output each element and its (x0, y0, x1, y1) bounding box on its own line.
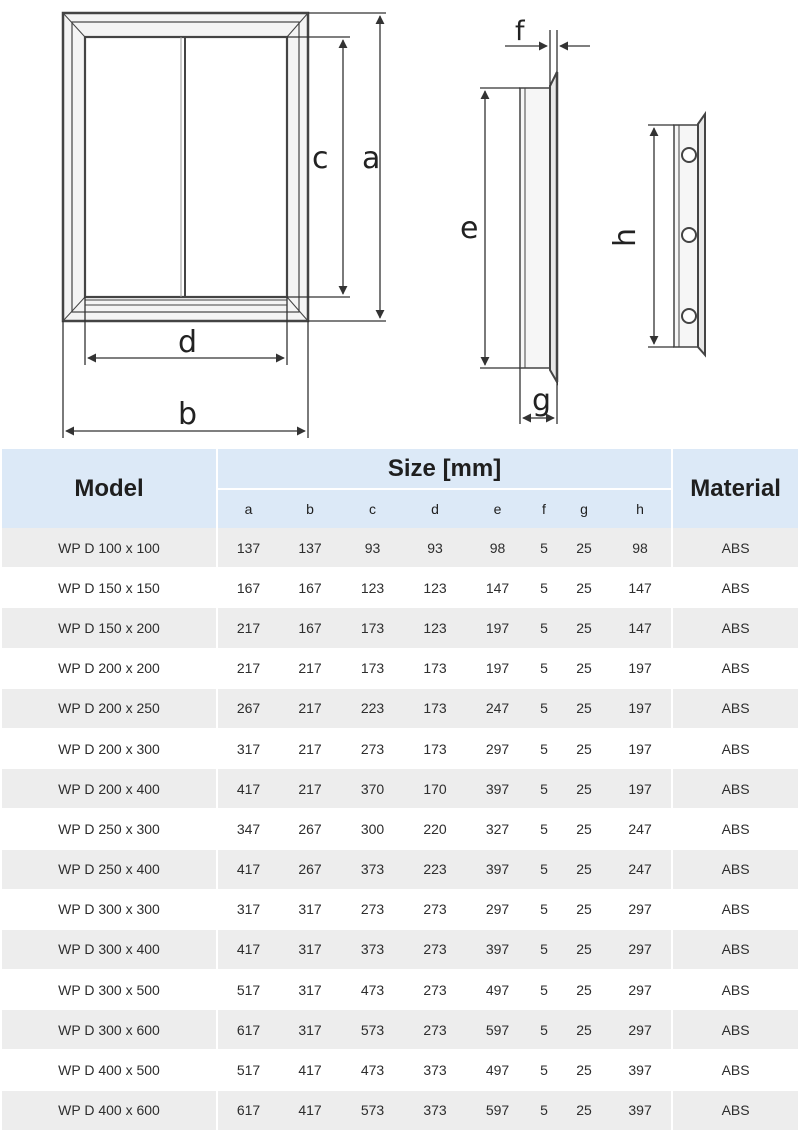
model-cell: WP D 300 x 600 (2, 1010, 217, 1050)
model-cell: WP D 400 x 500 (2, 1050, 217, 1090)
dim-cell-h: 297 (609, 889, 672, 929)
header-model: Model (2, 449, 217, 528)
table-row (2, 688, 798, 728)
table-row (2, 648, 798, 688)
dim-cell-f: 5 (529, 929, 559, 969)
dim-cell-g: 25 (559, 688, 609, 728)
dim-cell-c: 123 (341, 568, 404, 608)
dim-cell-f: 5 (529, 970, 559, 1010)
dim-cell-c: 300 (341, 809, 404, 849)
model-cell: WP D 200 x 300 (2, 728, 217, 768)
dim-cell-g: 25 (559, 889, 609, 929)
dim-label-a: a (362, 141, 381, 176)
dim-cell-h: 397 (609, 1050, 672, 1090)
dim-cell-c: 173 (341, 608, 404, 648)
dim-cell-b: 317 (279, 1010, 341, 1050)
model-cell: WP D 300 x 400 (2, 929, 217, 969)
dim-cell-h: 397 (609, 1090, 672, 1130)
table-row (2, 1010, 798, 1050)
dim-cell-g: 25 (559, 1010, 609, 1050)
model-cell: WP D 150 x 200 (2, 608, 217, 648)
dim-cell-b: 267 (279, 809, 341, 849)
dim-cell-f: 5 (529, 568, 559, 608)
dim-cell-a: 137 (217, 528, 279, 568)
table-row (2, 849, 798, 889)
dim-cell-f: 5 (529, 1050, 559, 1090)
dim-cell-d: 220 (404, 809, 466, 849)
spec-table (2, 449, 798, 1131)
dim-cell-g: 25 (559, 568, 609, 608)
material-cell: ABS (672, 970, 798, 1010)
dim-cell-a: 417 (217, 849, 279, 889)
header-dim: b (279, 489, 341, 528)
dim-cell-e: 397 (466, 849, 529, 889)
dim-label-c: c (312, 141, 329, 176)
dim-cell-g: 25 (559, 1050, 609, 1090)
dim-cell-f: 5 (529, 528, 559, 568)
dim-cell-b: 137 (279, 528, 341, 568)
dim-cell-c: 373 (341, 849, 404, 889)
dim-cell-c: 573 (341, 1010, 404, 1050)
dim-label-h: h (608, 227, 643, 247)
header-dim: d (404, 489, 466, 528)
dim-cell-f: 5 (529, 608, 559, 648)
dim-cell-a: 217 (217, 648, 279, 688)
dim-cell-g: 25 (559, 528, 609, 568)
dim-cell-f: 5 (529, 648, 559, 688)
dim-cell-h: 98 (609, 528, 672, 568)
model-cell: WP D 150 x 150 (2, 568, 217, 608)
model-cell: WP D 300 x 300 (2, 889, 217, 929)
dim-cell-h: 197 (609, 688, 672, 728)
table-body (2, 528, 798, 1130)
dim-cell-a: 517 (217, 970, 279, 1010)
table-row (2, 929, 798, 969)
dim-cell-c: 473 (341, 1050, 404, 1090)
material-cell: ABS (672, 1050, 798, 1090)
dim-cell-e: 397 (466, 929, 529, 969)
dim-cell-d: 273 (404, 1010, 466, 1050)
material-cell: ABS (672, 608, 798, 648)
dim-cell-d: 373 (404, 1090, 466, 1130)
dim-cell-b: 417 (279, 1050, 341, 1090)
dim-cell-a: 347 (217, 809, 279, 849)
dim-cell-a: 317 (217, 889, 279, 929)
dim-cell-b: 267 (279, 849, 341, 889)
dim-label-f: f (515, 16, 525, 47)
dim-cell-h: 147 (609, 608, 672, 648)
material-cell: ABS (672, 769, 798, 809)
dim-cell-d: 123 (404, 608, 466, 648)
dim-cell-b: 317 (279, 970, 341, 1010)
material-cell: ABS (672, 688, 798, 728)
dim-cell-a: 417 (217, 769, 279, 809)
dim-cell-c: 173 (341, 648, 404, 688)
table-row (2, 728, 798, 768)
dim-cell-d: 173 (404, 688, 466, 728)
dim-cell-d: 123 (404, 568, 466, 608)
dim-cell-c: 370 (341, 769, 404, 809)
model-cell: WP D 200 x 200 (2, 648, 217, 688)
dim-label-e: e (460, 211, 479, 246)
model-cell: WP D 400 x 600 (2, 1090, 217, 1130)
dim-cell-g: 25 (559, 929, 609, 969)
dim-cell-d: 170 (404, 769, 466, 809)
dim-cell-f: 5 (529, 769, 559, 809)
model-cell: WP D 200 x 400 (2, 769, 217, 809)
dim-cell-a: 167 (217, 568, 279, 608)
dim-cell-g: 25 (559, 970, 609, 1010)
dim-cell-d: 173 (404, 648, 466, 688)
dim-cell-e: 497 (466, 970, 529, 1010)
dim-label-d: d (178, 325, 198, 360)
dim-cell-e: 297 (466, 889, 529, 929)
table-row (2, 889, 798, 929)
dim-cell-d: 223 (404, 849, 466, 889)
dim-cell-f: 5 (529, 1010, 559, 1050)
dim-label-g: g (532, 383, 552, 418)
dim-cell-f: 5 (529, 809, 559, 849)
dim-cell-a: 317 (217, 728, 279, 768)
header-dim: g (559, 489, 609, 528)
table-row (2, 809, 798, 849)
material-cell: ABS (672, 1090, 798, 1130)
dim-cell-h: 147 (609, 568, 672, 608)
dim-cell-c: 223 (341, 688, 404, 728)
material-cell: ABS (672, 728, 798, 768)
dim-cell-b: 217 (279, 648, 341, 688)
table-row (2, 528, 798, 568)
dim-cell-b: 217 (279, 728, 341, 768)
dim-cell-b: 317 (279, 929, 341, 969)
material-cell: ABS (672, 1010, 798, 1050)
dim-cell-d: 173 (404, 728, 466, 768)
dim-cell-g: 25 (559, 648, 609, 688)
dim-cell-f: 5 (529, 849, 559, 889)
header-material: Material (672, 449, 798, 528)
dim-cell-e: 147 (466, 568, 529, 608)
side-view (520, 72, 557, 382)
technical-drawing (0, 0, 800, 445)
dim-cell-d: 273 (404, 929, 466, 969)
dim-cell-h: 247 (609, 809, 672, 849)
header-dim: c (341, 489, 404, 528)
dim-cell-e: 397 (466, 769, 529, 809)
table-row (2, 970, 798, 1010)
material-cell: ABS (672, 929, 798, 969)
dim-cell-e: 497 (466, 1050, 529, 1090)
dim-cell-f: 5 (529, 1090, 559, 1130)
dim-cell-b: 217 (279, 688, 341, 728)
table-row (2, 769, 798, 809)
dim-cell-c: 473 (341, 970, 404, 1010)
material-cell: ABS (672, 889, 798, 929)
dim-cell-b: 417 (279, 1090, 341, 1130)
header-dim: h (609, 489, 672, 528)
dim-cell-a: 517 (217, 1050, 279, 1090)
dim-cell-c: 273 (341, 728, 404, 768)
model-cell: WP D 100 x 100 (2, 528, 217, 568)
dim-cell-e: 247 (466, 688, 529, 728)
dim-cell-e: 98 (466, 528, 529, 568)
front-view (63, 13, 308, 321)
dim-cell-e: 197 (466, 648, 529, 688)
model-cell: WP D 250 x 300 (2, 809, 217, 849)
table-row (2, 1090, 798, 1130)
dim-cell-a: 617 (217, 1090, 279, 1130)
dim-cell-g: 25 (559, 608, 609, 648)
dim-cell-b: 217 (279, 769, 341, 809)
header-size: Size [mm] (217, 449, 672, 489)
dim-cell-g: 25 (559, 728, 609, 768)
dim-cell-b: 167 (279, 608, 341, 648)
dim-cell-f: 5 (529, 728, 559, 768)
table-row (2, 1050, 798, 1090)
header-dim: a (217, 489, 279, 528)
dim-cell-h: 297 (609, 970, 672, 1010)
dim-cell-h: 247 (609, 849, 672, 889)
dim-cell-b: 317 (279, 889, 341, 929)
model-cell: WP D 200 x 250 (2, 688, 217, 728)
dim-cell-d: 373 (404, 1050, 466, 1090)
table-row (2, 568, 798, 608)
dim-cell-e: 297 (466, 728, 529, 768)
dim-cell-a: 617 (217, 1010, 279, 1050)
dim-cell-g: 25 (559, 1090, 609, 1130)
dim-cell-c: 273 (341, 889, 404, 929)
dim-cell-e: 197 (466, 608, 529, 648)
hinge-view (674, 114, 705, 355)
dim-cell-h: 197 (609, 648, 672, 688)
dim-cell-e: 597 (466, 1090, 529, 1130)
dim-cell-a: 217 (217, 608, 279, 648)
dim-cell-c: 573 (341, 1090, 404, 1130)
material-cell: ABS (672, 809, 798, 849)
dim-cell-h: 297 (609, 1010, 672, 1050)
dim-cell-e: 327 (466, 809, 529, 849)
material-cell: ABS (672, 568, 798, 608)
material-cell: ABS (672, 849, 798, 889)
header-dim: e (466, 489, 529, 528)
dim-cell-c: 373 (341, 929, 404, 969)
dim-cell-g: 25 (559, 809, 609, 849)
dim-cell-e: 597 (466, 1010, 529, 1050)
model-cell: WP D 250 x 400 (2, 849, 217, 889)
dim-cell-c: 93 (341, 528, 404, 568)
dim-cell-f: 5 (529, 889, 559, 929)
dim-cell-b: 167 (279, 568, 341, 608)
model-cell: WP D 300 x 500 (2, 970, 217, 1010)
dim-label-b: b (178, 397, 198, 432)
dim-cell-h: 197 (609, 769, 672, 809)
dim-cell-h: 197 (609, 728, 672, 768)
material-cell: ABS (672, 648, 798, 688)
dim-cell-d: 93 (404, 528, 466, 568)
header-dim: f (529, 489, 559, 528)
dimension-lines-hinge (648, 125, 674, 347)
table-row (2, 608, 798, 648)
dim-cell-a: 417 (217, 929, 279, 969)
dim-cell-d: 273 (404, 970, 466, 1010)
dim-cell-f: 5 (529, 688, 559, 728)
dim-cell-g: 25 (559, 849, 609, 889)
table-header (2, 449, 798, 528)
material-cell: ABS (672, 528, 798, 568)
dim-cell-g: 25 (559, 769, 609, 809)
dim-cell-h: 297 (609, 929, 672, 969)
dim-cell-a: 267 (217, 688, 279, 728)
dim-cell-d: 273 (404, 889, 466, 929)
